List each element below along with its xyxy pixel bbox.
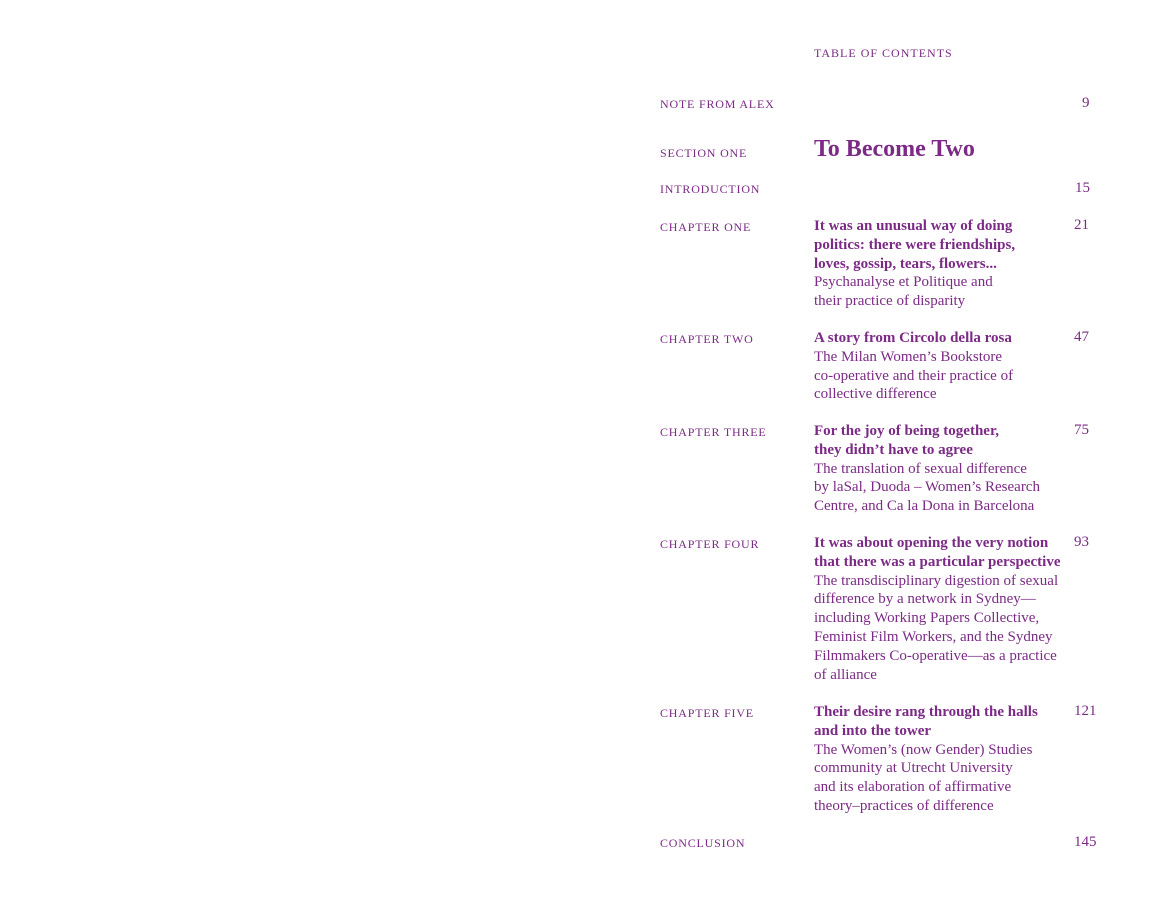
chapter-title-block (814, 534, 1069, 684)
entry-label: CHAPTER THREE (660, 425, 767, 439)
chapter-title-block (814, 703, 1066, 816)
page-number: 9 (1082, 95, 1090, 111)
chapter-subtitle: The transdisciplinary digestion of sexual difference by a network in Sydney— including Working Papers Collective, Feminist Film Workers, and the Sydney Filmmakers Co-operative—as a practice of alliance (814, 572, 1059, 683)
toc-entry-chapter-four (660, 534, 1110, 686)
entry-label: CHAPTER FIVE (660, 706, 754, 720)
entry-label: INTRODUCTION (660, 182, 761, 196)
chapter-title-block (814, 329, 1066, 404)
chapter-subtitle: The Milan Women’s Bookstore co-operative and their practice of collective difference (814, 348, 1014, 403)
entry-label: CHAPTER ONE (660, 220, 752, 234)
toc-entry-chapter-two (660, 329, 1110, 405)
chapter-subtitle: Psychanalyse et Politique and their practice of disparity (814, 274, 993, 310)
chapter-title-block (814, 217, 1066, 311)
chapter-title: It was about opening the very notion that there was a particular perspective (814, 535, 1061, 570)
chapter-title-block (814, 422, 1066, 516)
chapter-subtitle: The Women’s (now Gender) Studies community at Utrecht University and its elaboration of affirmative theory–practices of difference (814, 741, 1033, 814)
chapter-title: A story from Circolo della rosa (814, 330, 1012, 346)
chapter-title: It was an unusual way of doing politics: there were friendships, loves, gossip, tears, flowers... (814, 218, 1016, 272)
toc-heading: TABLE OF CONTENTS (814, 46, 953, 60)
chapter-title: For the joy of being together, they didn’t have to agree (814, 423, 999, 458)
page-number: 93 (1074, 534, 1089, 550)
chapter-subtitle: The translation of sexual difference by laSal, Duoda – Women’s Research Centre, and Ca la Dona in Barcelona (814, 460, 1040, 515)
chapter-title: Their desire rang through the halls and into the tower (814, 704, 1038, 739)
toc-entry-chapter-five (660, 703, 1110, 817)
page-number: 21 (1074, 217, 1089, 233)
toc-entry-chapter-one (660, 217, 1110, 312)
page-number: 47 (1074, 329, 1089, 345)
entry-label: SECTION ONE (660, 146, 748, 160)
entry-label: NOTE FROM ALEX (660, 97, 775, 111)
page-number: 75 (1074, 422, 1089, 438)
entry-label: CHAPTER FOUR (660, 537, 760, 551)
toc-entry-section (660, 136, 1110, 166)
toc-entry-note (660, 96, 1110, 116)
entry-label: CHAPTER TWO (660, 332, 754, 346)
toc-entry-chapter-three (660, 422, 1110, 517)
page-number: 121 (1074, 703, 1097, 719)
page-number: 145 (1074, 834, 1097, 850)
entry-label: CONCLUSION (660, 836, 746, 850)
page-number: 15 (1075, 180, 1090, 196)
toc-entry-introduction (660, 181, 1110, 201)
toc-entry-conclusion (660, 835, 1110, 855)
section-title: To Become Two (814, 136, 975, 162)
